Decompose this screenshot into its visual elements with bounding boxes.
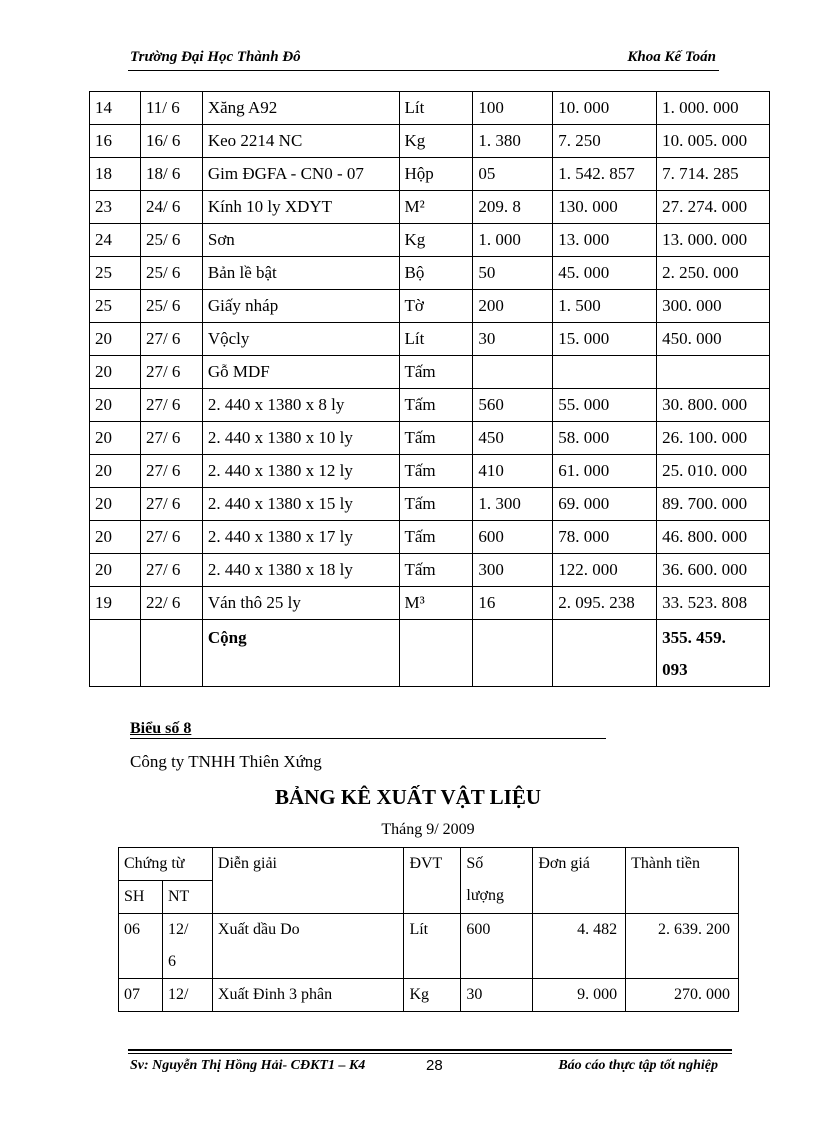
table-cell: 600 [473, 521, 553, 554]
table-cell: 2. 440 x 1380 x 15 ly [202, 488, 399, 521]
table-cell: Gim ĐGFA - CN0 - 07 [202, 158, 399, 191]
total-label: Cộng [202, 620, 399, 687]
table-cell: Tấm [399, 455, 473, 488]
header-sh: SH [119, 881, 163, 914]
table-row [90, 92, 770, 125]
table-cell: 20 [90, 521, 141, 554]
table-cell: 209. 8 [473, 191, 553, 224]
table-cell: 14 [90, 92, 141, 125]
table-row [90, 587, 770, 620]
table-cell [473, 356, 553, 389]
table-cell: 05 [473, 158, 553, 191]
table-cell: Ván thô 25 ly [202, 587, 399, 620]
table-cell: Keo 2214 NC [202, 125, 399, 158]
table-title: BẢNG KÊ XUẤT VẬT LIỆU [274, 785, 542, 809]
table-cell: Tấm [399, 356, 473, 389]
table-cell: 100 [473, 92, 553, 125]
section-title: Biểu số 8 [130, 720, 192, 737]
table-cell: 26. 100. 000 [657, 422, 770, 455]
table-cell: 45. 000 [553, 257, 657, 290]
header-dvt: ĐVT [404, 848, 461, 914]
table-cell: Bộ [399, 257, 473, 290]
table-row: 06 12/ 6 Xuất dầu Do Lít 600 4. 482 2. 639. 200 [119, 914, 739, 979]
table-row [90, 455, 770, 488]
table-cell: Xăng A92 [202, 92, 399, 125]
table-cell: 22/ 6 [140, 587, 202, 620]
table-cell: 2. 440 x 1380 x 8 ly [202, 389, 399, 422]
header-rule [128, 70, 719, 71]
export-table [118, 847, 739, 1012]
table-cell: 24/ 6 [140, 191, 202, 224]
table-cell: 1. 500 [553, 290, 657, 323]
header-chung-tu: Chứng từ [119, 848, 213, 881]
header-school: Trường Đại Học Thành Đô [130, 49, 301, 65]
footer-rule-thick [128, 1049, 732, 1051]
table-cell: 36. 600. 000 [657, 554, 770, 587]
table-row [90, 356, 770, 389]
table-cell: 13. 000 [553, 224, 657, 257]
footer-student: Sv: Nguyễn Thị Hồng Hải- CĐKT1 – K4 [130, 1058, 366, 1073]
footer-rule-thin [128, 1053, 732, 1054]
header-dien-giai: Diễn giải [212, 848, 404, 914]
table-cell: 25/ 6 [140, 290, 202, 323]
table-cell: 1. 542. 857 [553, 158, 657, 191]
table-cell: 78. 000 [553, 521, 657, 554]
table-cell: 18 [90, 158, 141, 191]
total-value: 355. 459. 093 [657, 620, 770, 687]
table-cell: 20 [90, 488, 141, 521]
table-cell: 27/ 6 [140, 554, 202, 587]
table-cell: Bản lề bật [202, 257, 399, 290]
table-row [90, 125, 770, 158]
table-cell: 560 [473, 389, 553, 422]
header-department: Khoa Kế Toán [627, 49, 716, 65]
table-row [90, 257, 770, 290]
table-cell: 20 [90, 455, 141, 488]
table-cell [553, 356, 657, 389]
table-cell: 25 [90, 257, 141, 290]
table-cell: 7. 250 [553, 125, 657, 158]
table-cell: 2. 440 x 1380 x 17 ly [202, 521, 399, 554]
table-cell: 25/ 6 [140, 257, 202, 290]
table-cell: 300. 000 [657, 290, 770, 323]
table-cell: Giấy nháp [202, 290, 399, 323]
total-row [90, 620, 770, 687]
header-don-gia: Đơn giá [533, 848, 626, 914]
table-cell: M² [399, 191, 473, 224]
table-row: 07 12/ Xuất Đinh 3 phân Kg 30 9. 000 270. 000 [119, 979, 739, 1012]
table-row [90, 389, 770, 422]
table-cell: 2. 440 x 1380 x 18 ly [202, 554, 399, 587]
table-cell: Tờ [399, 290, 473, 323]
header-nt: NT [162, 881, 212, 914]
table-row [90, 191, 770, 224]
table-cell: 7. 714. 285 [657, 158, 770, 191]
table-cell: 19 [90, 587, 141, 620]
table-cell: 18/ 6 [140, 158, 202, 191]
table-cell: 300 [473, 554, 553, 587]
table-cell: 27/ 6 [140, 422, 202, 455]
table-cell: 450. 000 [657, 323, 770, 356]
table-cell: 58. 000 [553, 422, 657, 455]
table-row [90, 323, 770, 356]
table-cell: 20 [90, 389, 141, 422]
table-cell: 33. 523. 808 [657, 587, 770, 620]
table-cell: 10. 000 [553, 92, 657, 125]
page-number: 28 [426, 1057, 443, 1074]
table-cell: Tấm [399, 488, 473, 521]
table-cell: 16/ 6 [140, 125, 202, 158]
table-cell: 2. 095. 238 [553, 587, 657, 620]
table-cell: Kính 10 ly XDYT [202, 191, 399, 224]
table-cell: 16 [473, 587, 553, 620]
table-cell: 1. 000 [473, 224, 553, 257]
table-row [90, 554, 770, 587]
table-cell: 1. 000. 000 [657, 92, 770, 125]
table-cell: 2. 440 x 1380 x 12 ly [202, 455, 399, 488]
table-cell: 50 [473, 257, 553, 290]
table-cell: 24 [90, 224, 141, 257]
table-cell: 25/ 6 [140, 224, 202, 257]
footer-report: Báo cáo thực tập tốt nghiệp [558, 1058, 718, 1073]
table-cell: Sơn [202, 224, 399, 257]
table-cell: 1. 300 [473, 488, 553, 521]
table-cell: 2. 440 x 1380 x 10 ly [202, 422, 399, 455]
table-cell: 69. 000 [553, 488, 657, 521]
table-cell: 2. 250. 000 [657, 257, 770, 290]
table-cell: 20 [90, 554, 141, 587]
table-cell: 30. 800. 000 [657, 389, 770, 422]
table-cell: 11/ 6 [140, 92, 202, 125]
table-cell: Tấm [399, 422, 473, 455]
table-row [90, 290, 770, 323]
table-row [90, 521, 770, 554]
table-cell: Kg [399, 125, 473, 158]
table-cell: 20 [90, 356, 141, 389]
table-cell: 27/ 6 [140, 323, 202, 356]
table-cell: 27/ 6 [140, 455, 202, 488]
table-cell: 25. 010. 000 [657, 455, 770, 488]
table-row [90, 224, 770, 257]
header-row [119, 848, 739, 881]
table-cell: 15. 000 [553, 323, 657, 356]
table-row [90, 422, 770, 455]
table-cell: M³ [399, 587, 473, 620]
table-cell: 61. 000 [553, 455, 657, 488]
table-cell: Kg [399, 224, 473, 257]
table-cell: 450 [473, 422, 553, 455]
table-cell: 200 [473, 290, 553, 323]
table-row [90, 488, 770, 521]
table-cell [657, 356, 770, 389]
table-cell: 23 [90, 191, 141, 224]
table-cell: 27. 274. 000 [657, 191, 770, 224]
table-cell: Tấm [399, 554, 473, 587]
table-cell: 10. 005. 000 [657, 125, 770, 158]
table-cell: Lít [399, 92, 473, 125]
header-so-luong: Số lượng [461, 848, 533, 914]
table-cell: 410 [473, 455, 553, 488]
table-cell: Vộcly [202, 323, 399, 356]
materials-table [89, 91, 770, 687]
table-cell: Hộp [399, 158, 473, 191]
table-cell: 16 [90, 125, 141, 158]
table-cell: 25 [90, 290, 141, 323]
table-cell: Tấm [399, 521, 473, 554]
table-cell: 122. 000 [553, 554, 657, 587]
table-cell: 55. 000 [553, 389, 657, 422]
table-cell: 130. 000 [553, 191, 657, 224]
table-cell: 27/ 6 [140, 356, 202, 389]
table-month: Tháng 9/ 2009 [381, 821, 475, 838]
table-cell: 46. 800. 000 [657, 521, 770, 554]
table-cell: 13. 000. 000 [657, 224, 770, 257]
table-cell: Lít [399, 323, 473, 356]
table-row [90, 158, 770, 191]
table-cell: 30 [473, 323, 553, 356]
table-cell: 20 [90, 422, 141, 455]
table-cell: 27/ 6 [140, 488, 202, 521]
table-cell: 20 [90, 323, 141, 356]
header-thanh-tien: Thành tiền [626, 848, 739, 914]
table-cell: 89. 700. 000 [657, 488, 770, 521]
table-cell: 1. 380 [473, 125, 553, 158]
table-cell: Gỗ MDF [202, 356, 399, 389]
section-rule [130, 738, 606, 739]
table-cell: Tấm [399, 389, 473, 422]
company-name: Công ty TNHH Thiên Xứng [130, 752, 322, 771]
table-cell: 27/ 6 [140, 521, 202, 554]
table-cell: 27/ 6 [140, 389, 202, 422]
